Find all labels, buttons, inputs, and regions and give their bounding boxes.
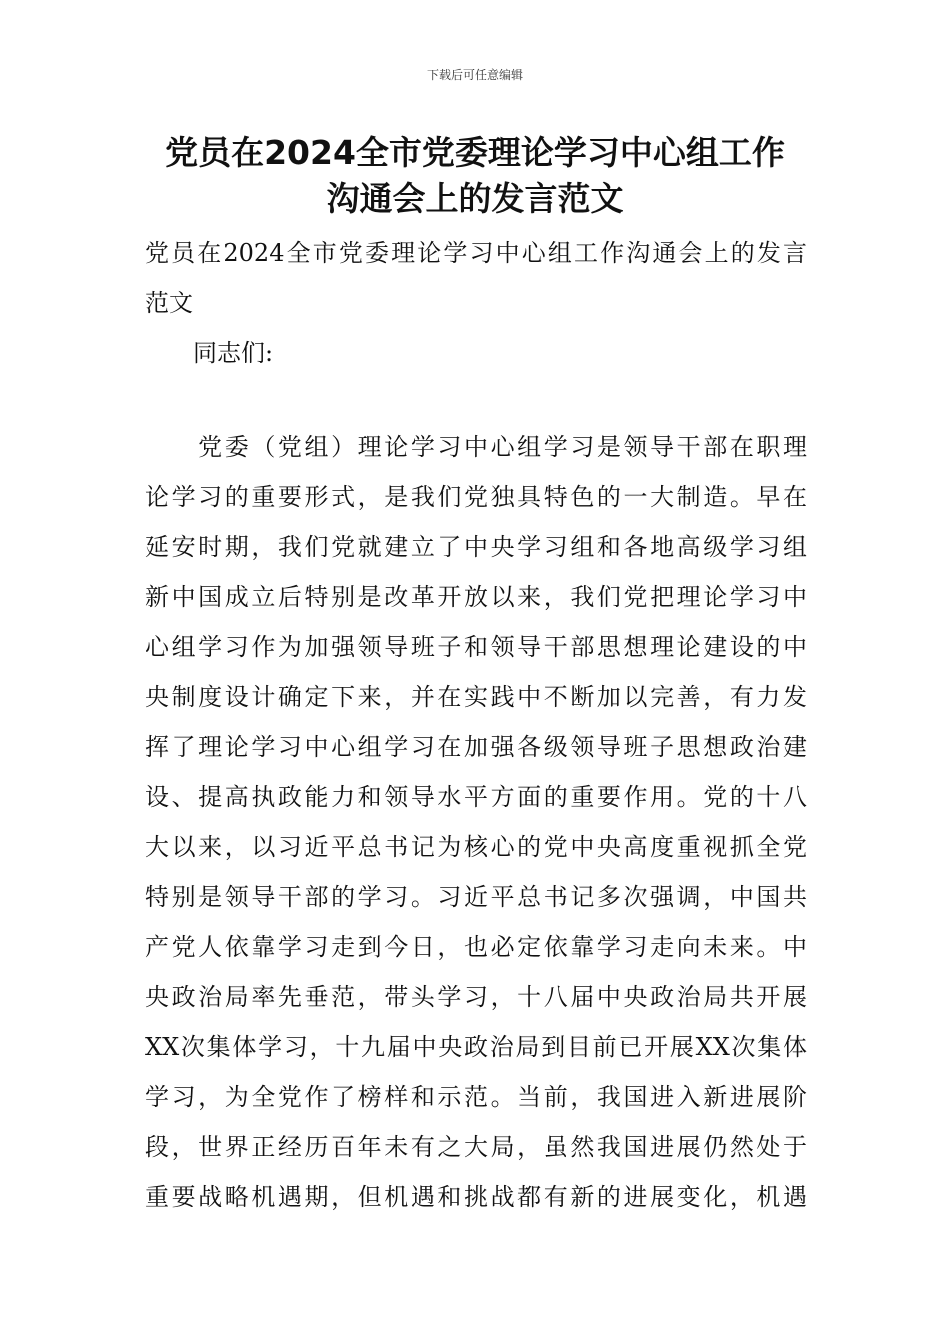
paragraph-line: 心组学习作为加强领导班子和领导干部思想理论建设的中 xyxy=(145,633,807,661)
paragraph-line: 设、提高执政能力和领导水平方面的重要作用。党的十八 xyxy=(145,783,807,811)
title-line-1: 党员在2024全市党委理论学习中心组工作 xyxy=(165,133,785,172)
paragraph-line: 央政治局率先垂范，带头学习，十八届中央政治局共开展 xyxy=(145,983,807,1011)
paragraph-line: 新中国成立后特别是改革开放以来，我们党把理论学习中 xyxy=(145,583,807,611)
paragraph-line: 段，世界正经历百年未有之大局，虽然我国进展仍然处于 xyxy=(145,1133,807,1161)
greeting-text: 同志们: xyxy=(193,339,274,367)
subtitle-block xyxy=(145,228,807,328)
paragraph-line: 论学习的重要形式，是我们党独具特色的一大制造。早在 xyxy=(145,483,807,511)
paragraph-line: 重要战略机遇期，但机遇和挑战都有新的进展变化，机遇 xyxy=(145,1183,807,1211)
paragraph-line: 学习，为全党作了榜样和示范。当前，我国进入新进展阶 xyxy=(145,1083,807,1111)
header-note: 下载后可任意编辑 xyxy=(426,68,523,82)
paragraph-line: 延安时期，我们党就建立了中央学习组和各地高级学习组 xyxy=(145,533,807,561)
subtitle-line-1: 党员在2024全市党委理论学习中心组工作沟通会上的发言 xyxy=(145,239,807,267)
title-line-2: 沟通会上的发言范文 xyxy=(326,179,624,218)
paragraph-line: 央制度设计确定下来，并在实践中不断加以完善，有力发 xyxy=(145,683,807,711)
paragraph-line: 产党人依靠学习走到今日，也必定依靠学习走向未来。中 xyxy=(145,933,807,961)
paragraph-line: 党委（党组）理论学习中心组学习是领导干部在职理 xyxy=(145,433,807,461)
paragraph-line: 大以来，以习近平总书记为核心的党中央高度重视抓全党 xyxy=(145,833,807,861)
subtitle-line-2: 范文 xyxy=(145,289,193,317)
body-paragraph xyxy=(145,422,807,1222)
document-title xyxy=(120,130,830,222)
paragraph-line: 特别是领导干部的学习。习近平总书记多次强调，中国共 xyxy=(145,883,807,911)
greeting-block xyxy=(145,328,807,378)
paragraph-line: XX次集体学习，十九届中央政治局到目前已开展XX次集体 xyxy=(145,1033,807,1061)
paragraph-line: 挥了理论学习中心组学习在加强各级领导班子思想政治建 xyxy=(145,733,807,761)
